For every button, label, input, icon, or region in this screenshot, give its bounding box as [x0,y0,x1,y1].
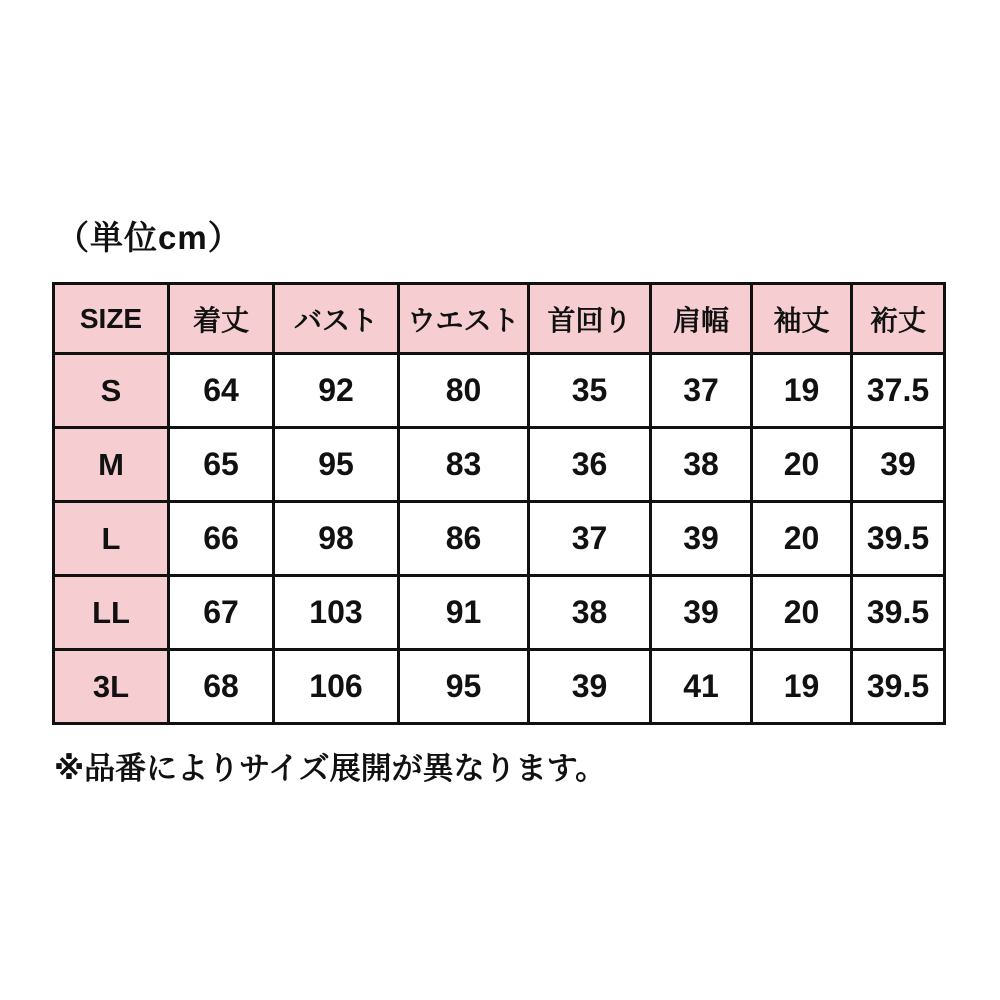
value-cell: 41 [651,650,752,724]
value-cell: 35 [529,354,651,428]
value-cell: 37 [529,502,651,576]
value-cell: 39 [651,502,752,576]
header-cell-yuki: 裄丈 [852,284,945,354]
header-cell-waist: ウエスト [399,284,529,354]
table-row-m [54,428,945,502]
header-row [54,284,945,354]
size-note: ※品番によりサイズ展開が異なります。 [54,751,607,786]
value-cell: 38 [529,576,651,650]
header-cell-bust: バスト [274,284,399,354]
size-cell: LL [54,576,169,650]
value-cell: 39.5 [852,502,945,576]
value-cell: 37 [651,354,752,428]
table-row-ll [54,576,945,650]
value-cell: 20 [752,428,852,502]
value-cell: 106 [274,650,399,724]
header-cell-sleeve: 袖丈 [752,284,852,354]
unit-label: （単位cm） [56,219,242,256]
value-cell: 91 [399,576,529,650]
value-cell: 20 [752,576,852,650]
value-cell: 38 [651,428,752,502]
value-cell: 103 [274,576,399,650]
value-cell: 66 [169,502,274,576]
value-cell: 65 [169,428,274,502]
value-cell: 19 [752,650,852,724]
size-chart-table [52,282,946,725]
table-row-l [54,502,945,576]
value-cell: 39 [529,650,651,724]
value-cell: 39 [852,428,945,502]
value-cell: 64 [169,354,274,428]
header-cell-shoulder: 肩幅 [651,284,752,354]
value-cell: 83 [399,428,529,502]
header-cell-neck: 首回り [529,284,651,354]
size-cell: 3L [54,650,169,724]
value-cell: 20 [752,502,852,576]
table-row-3l [54,650,945,724]
value-cell: 95 [399,650,529,724]
value-cell: 36 [529,428,651,502]
size-cell: M [54,428,169,502]
value-cell: 67 [169,576,274,650]
value-cell: 37.5 [852,354,945,428]
size-cell: S [54,354,169,428]
table-row-s [54,354,945,428]
value-cell: 39 [651,576,752,650]
value-cell: 95 [274,428,399,502]
value-cell: 98 [274,502,399,576]
value-cell: 80 [399,354,529,428]
value-cell: 86 [399,502,529,576]
value-cell: 68 [169,650,274,724]
size-cell: L [54,502,169,576]
header-cell-body-length: 着丈 [169,284,274,354]
value-cell: 19 [752,354,852,428]
header-cell-size: SIZE [54,284,169,354]
value-cell: 92 [274,354,399,428]
value-cell: 39.5 [852,650,945,724]
value-cell: 39.5 [852,576,945,650]
